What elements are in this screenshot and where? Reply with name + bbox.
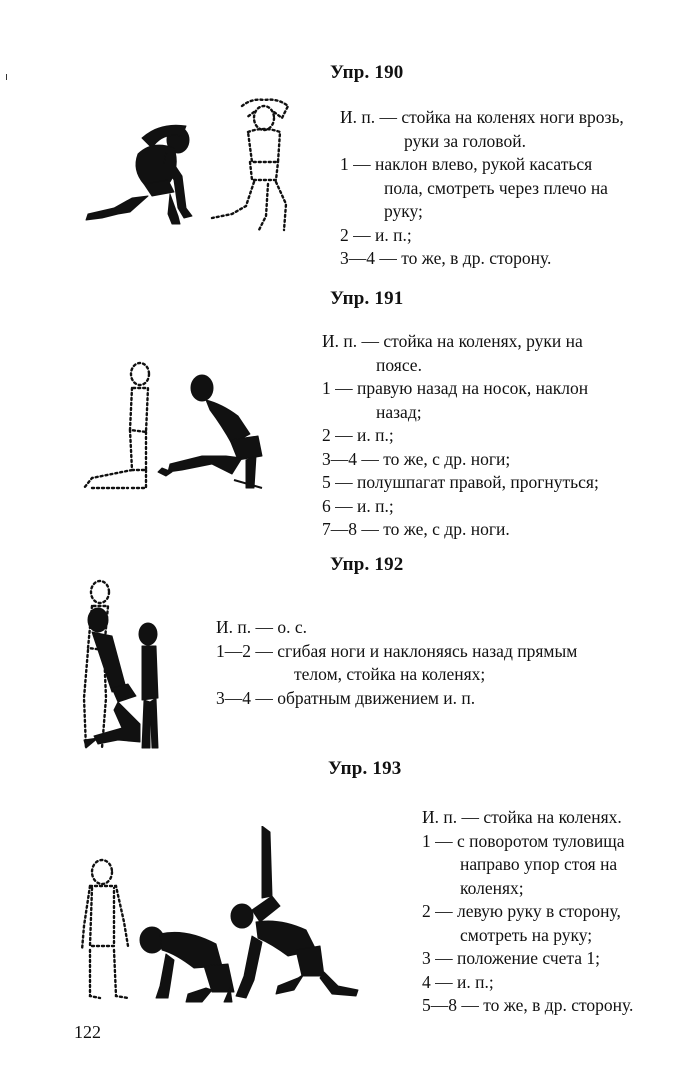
text-line: 4 — и. п.;: [422, 971, 494, 992]
text-line: 6 — и. п.;: [322, 495, 394, 516]
text-line: [322, 330, 650, 354]
text-line: И. п. — стойка на коленях.: [422, 807, 622, 827]
text-line-content: И. п. — стойка на коленях, руки на: [322, 331, 583, 351]
text-line: 3—4 — то же, в др. сторону.: [340, 248, 552, 268]
text-line: телом, стойка на коленях;: [294, 664, 486, 684]
exercise-191-figure: [82, 360, 272, 495]
exercise-193-text: [422, 806, 650, 1018]
exercise-191-title: Упр. 191: [330, 288, 404, 309]
text-line: смотреть на руку;: [460, 924, 593, 945]
text-line: И. п. — о. с.: [216, 617, 308, 637]
text-line: 5 — полушпагат правой, прогнуться;: [322, 472, 599, 492]
text-line: 1 — с поворотом туловища: [422, 830, 625, 851]
exercise-191-text: [322, 330, 650, 542]
exercise-192-figure: [78, 578, 168, 756]
exercise-192-title: Упр. 192: [330, 554, 404, 575]
text-line: 7—8 — то же, с др. ноги.: [322, 519, 510, 539]
text-line: 2 — левую руку в сторону,: [422, 901, 621, 921]
exercise-190-text: [340, 106, 654, 271]
exercise-193-figure: [76, 826, 376, 1016]
text-line: направо упор стоя на: [460, 854, 618, 874]
text-line: 3 — положение счета 1;: [422, 948, 601, 968]
exercise-190-title: Упр. 190: [330, 62, 404, 83]
exercise-193-title: Упр. 193: [328, 758, 402, 779]
text-line: руки за головой.: [404, 130, 526, 151]
text-line: пола, смотреть через плечо на: [384, 177, 608, 198]
text-line: 3—4 — обратным движением и. п.: [216, 687, 476, 708]
text-line: назад;: [376, 401, 422, 422]
text-line: 2 — и. п.;: [322, 425, 394, 445]
exercise-190-figure: [82, 96, 302, 246]
text-line: 1 — наклон влево, рукой касаться: [340, 154, 593, 174]
text-line: поясе.: [376, 354, 422, 375]
page-number: 122: [74, 1022, 101, 1042]
margin-mark: [6, 74, 7, 80]
text-line: 3—4 — то же, с др. ноги;: [322, 448, 511, 469]
text-line: 1—2 — сгибая ноги и наклоняясь назад прямым: [216, 640, 578, 661]
text-line: 5—8 — то же, в др. сторону.: [422, 995, 634, 1015]
text-line: 2 — и. п.;: [340, 224, 412, 245]
exercise-192-text: [216, 616, 650, 710]
text-line: руку;: [384, 201, 423, 221]
text-line: И. п. — стойка на коленях ноги врозь,: [340, 107, 624, 127]
text-line: 1 — правую назад на носок, наклон: [322, 378, 589, 398]
text-line: коленях;: [460, 877, 524, 898]
